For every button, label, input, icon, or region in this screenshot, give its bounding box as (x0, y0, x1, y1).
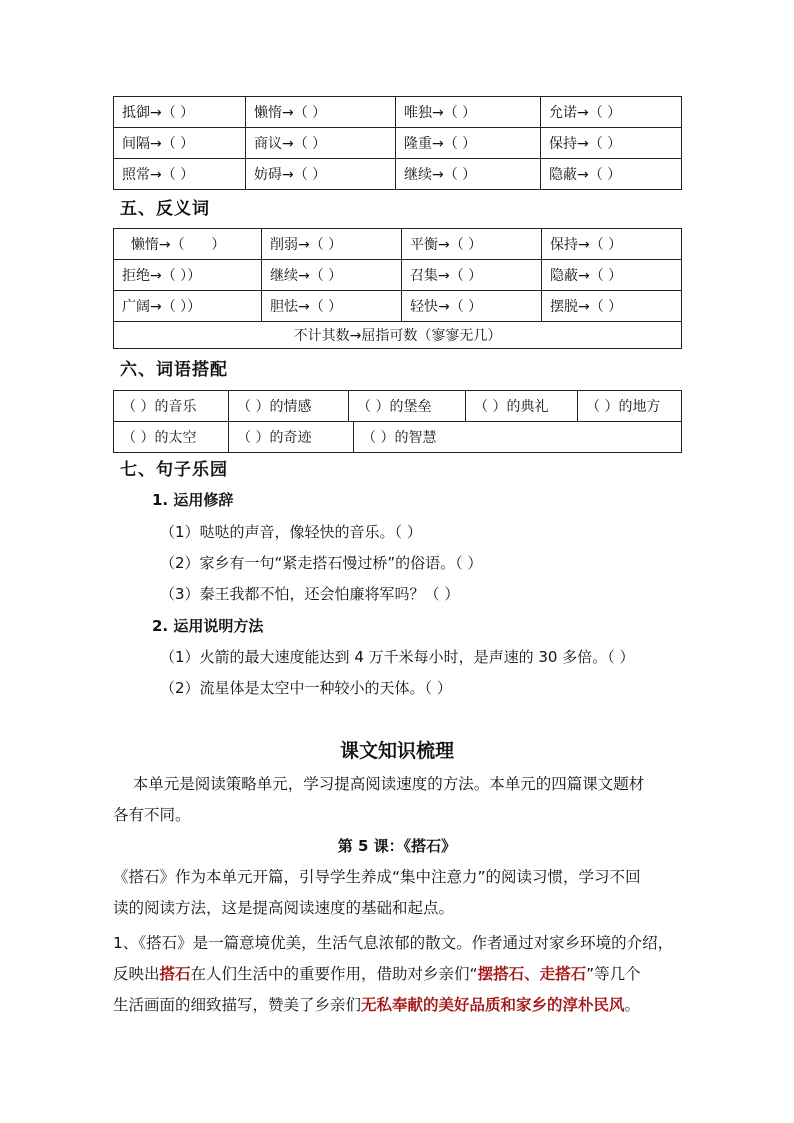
highlight-text: 搭石 (159, 965, 191, 983)
exercise-line: （2）流星体是太空中一种较小的天体。（ ） (160, 679, 452, 697)
table-cell: 保持→（ ） (542, 229, 682, 260)
table-cell: 商议→（ ） (246, 128, 396, 159)
paragraph-line: 《搭石》作为本单元开篇，引导学生养成“集中注意力”的阅读习惯，学习不回 (113, 868, 641, 886)
table-cell: 唯独→（ ） (396, 97, 541, 128)
table-row (114, 159, 682, 190)
table-cell: （ ）的情感 (229, 391, 349, 422)
table-row (114, 128, 682, 159)
subheading-rhetoric: 1. 运用修辞 (152, 491, 234, 509)
table-cell: （ ）的太空 (114, 422, 229, 453)
table-cell: 保持→（ ） (541, 128, 682, 159)
section-heading-antonyms: 五、反义词 (120, 199, 210, 219)
table-row (114, 97, 682, 128)
table-cell: 照常→（ ） (114, 159, 246, 190)
table-cell: （ ）的音乐 (114, 391, 229, 422)
table-cell: 胆怯→（ ） (262, 291, 402, 322)
highlight-text: 摆搭石、走搭石 (477, 965, 587, 983)
intro-line: 各有不同。 (113, 806, 191, 824)
lesson-title: 第 5 课：《搭石》 (337, 837, 457, 855)
table-row (114, 260, 682, 291)
table-row (114, 391, 682, 422)
exercise-line: （2）家乡有一句“紧走搭石慢过桥”的俗语。（ ） (160, 554, 483, 572)
intro-line: 本单元是阅读策略单元，学习提高阅读速度的方法。本单元的四篇课文题材 (113, 775, 645, 793)
table-cell: 抵御→（ ） (114, 97, 246, 128)
text-span: ”等几个 (586, 965, 641, 983)
paragraph-line (113, 959, 681, 990)
table-cell: 隐蔽→（ ） (542, 260, 682, 291)
table-cell: 继续→（ ） (262, 260, 402, 291)
synonyms-table (113, 96, 682, 190)
table-cell: 摆脱→（ ） (542, 291, 682, 322)
section-heading-collocation: 六、词语搭配 (120, 360, 228, 380)
table-cell: 广阔→（ ）） (114, 291, 262, 322)
table-cell: （ ）的奇迹 (229, 422, 354, 453)
table-cell: 妨碍→（ ） (246, 159, 396, 190)
table-cell: 拒绝→（ ）） (114, 260, 262, 291)
table-cell: 懒惰→（ ） (246, 97, 396, 128)
table-cell: （ ）的堡垒 (349, 391, 466, 422)
table-row (114, 291, 682, 322)
table-footer-cell: 不计其数→屈指可数（寥寥无几） (114, 322, 682, 349)
exercise-line: （3）秦王我都不怕，还会怕廉将军吗？（ ） (160, 585, 460, 603)
table-cell: 轻快→（ ） (402, 291, 542, 322)
paragraph-line: 读的阅读方法，这是提高阅读速度的基础和起点。 (113, 899, 455, 917)
highlight-text: 无私奉献的美好品质和家乡的淳朴民风 (361, 996, 625, 1014)
table-cell: 召集→（ ） (402, 260, 542, 291)
paragraph-line (113, 990, 681, 1021)
table-cell: 隆重→（ ） (396, 128, 541, 159)
table-cell: （ ）的典礼 (466, 391, 578, 422)
table-cell: 继续→（ ） (396, 159, 541, 190)
subheading-explanation: 2. 运用说明方法 (152, 617, 264, 635)
paragraph-line: 1、《搭石》是一篇意境优美，生活气息浓郁的散文。作者通过对家乡环境的介绍， (113, 934, 674, 952)
text-span: 。 (624, 996, 641, 1014)
collocation-table (113, 390, 682, 453)
exercise-line: （1）哒哒的声音，像轻快的音乐。（ ） (160, 523, 422, 541)
table-row (114, 322, 682, 349)
text-span: 在人们生活中的重要作用，借助对乡亲们“ (190, 965, 478, 983)
table-cell: 平衡→（ ） (402, 229, 542, 260)
text-span: 反映出 (113, 965, 160, 983)
table-cell: 削弱→（ ） (262, 229, 402, 260)
table-cell: 懒惰→（ ） (114, 229, 262, 260)
antonyms-table (113, 228, 682, 349)
section-heading-sentences: 七、句子乐园 (120, 460, 228, 480)
table-row (114, 422, 682, 453)
table-cell: 隐蔽→（ ） (541, 159, 682, 190)
exercise-line: （1）火箭的最大速度能达到 4 万千米每小时，是声速的 30 多倍。（ ） (160, 648, 635, 666)
knowledge-title: 课文知识梳理 (339, 740, 454, 762)
table-cell: （ ）的智慧 (354, 422, 682, 453)
table-cell: （ ）的地方 (578, 391, 682, 422)
table-row (114, 229, 682, 260)
table-cell: 间隔→（ ） (114, 128, 246, 159)
table-cell: 允诺→（ ） (541, 97, 682, 128)
text-span: 生活画面的细致描写，赞美了乡亲们 (113, 996, 362, 1014)
